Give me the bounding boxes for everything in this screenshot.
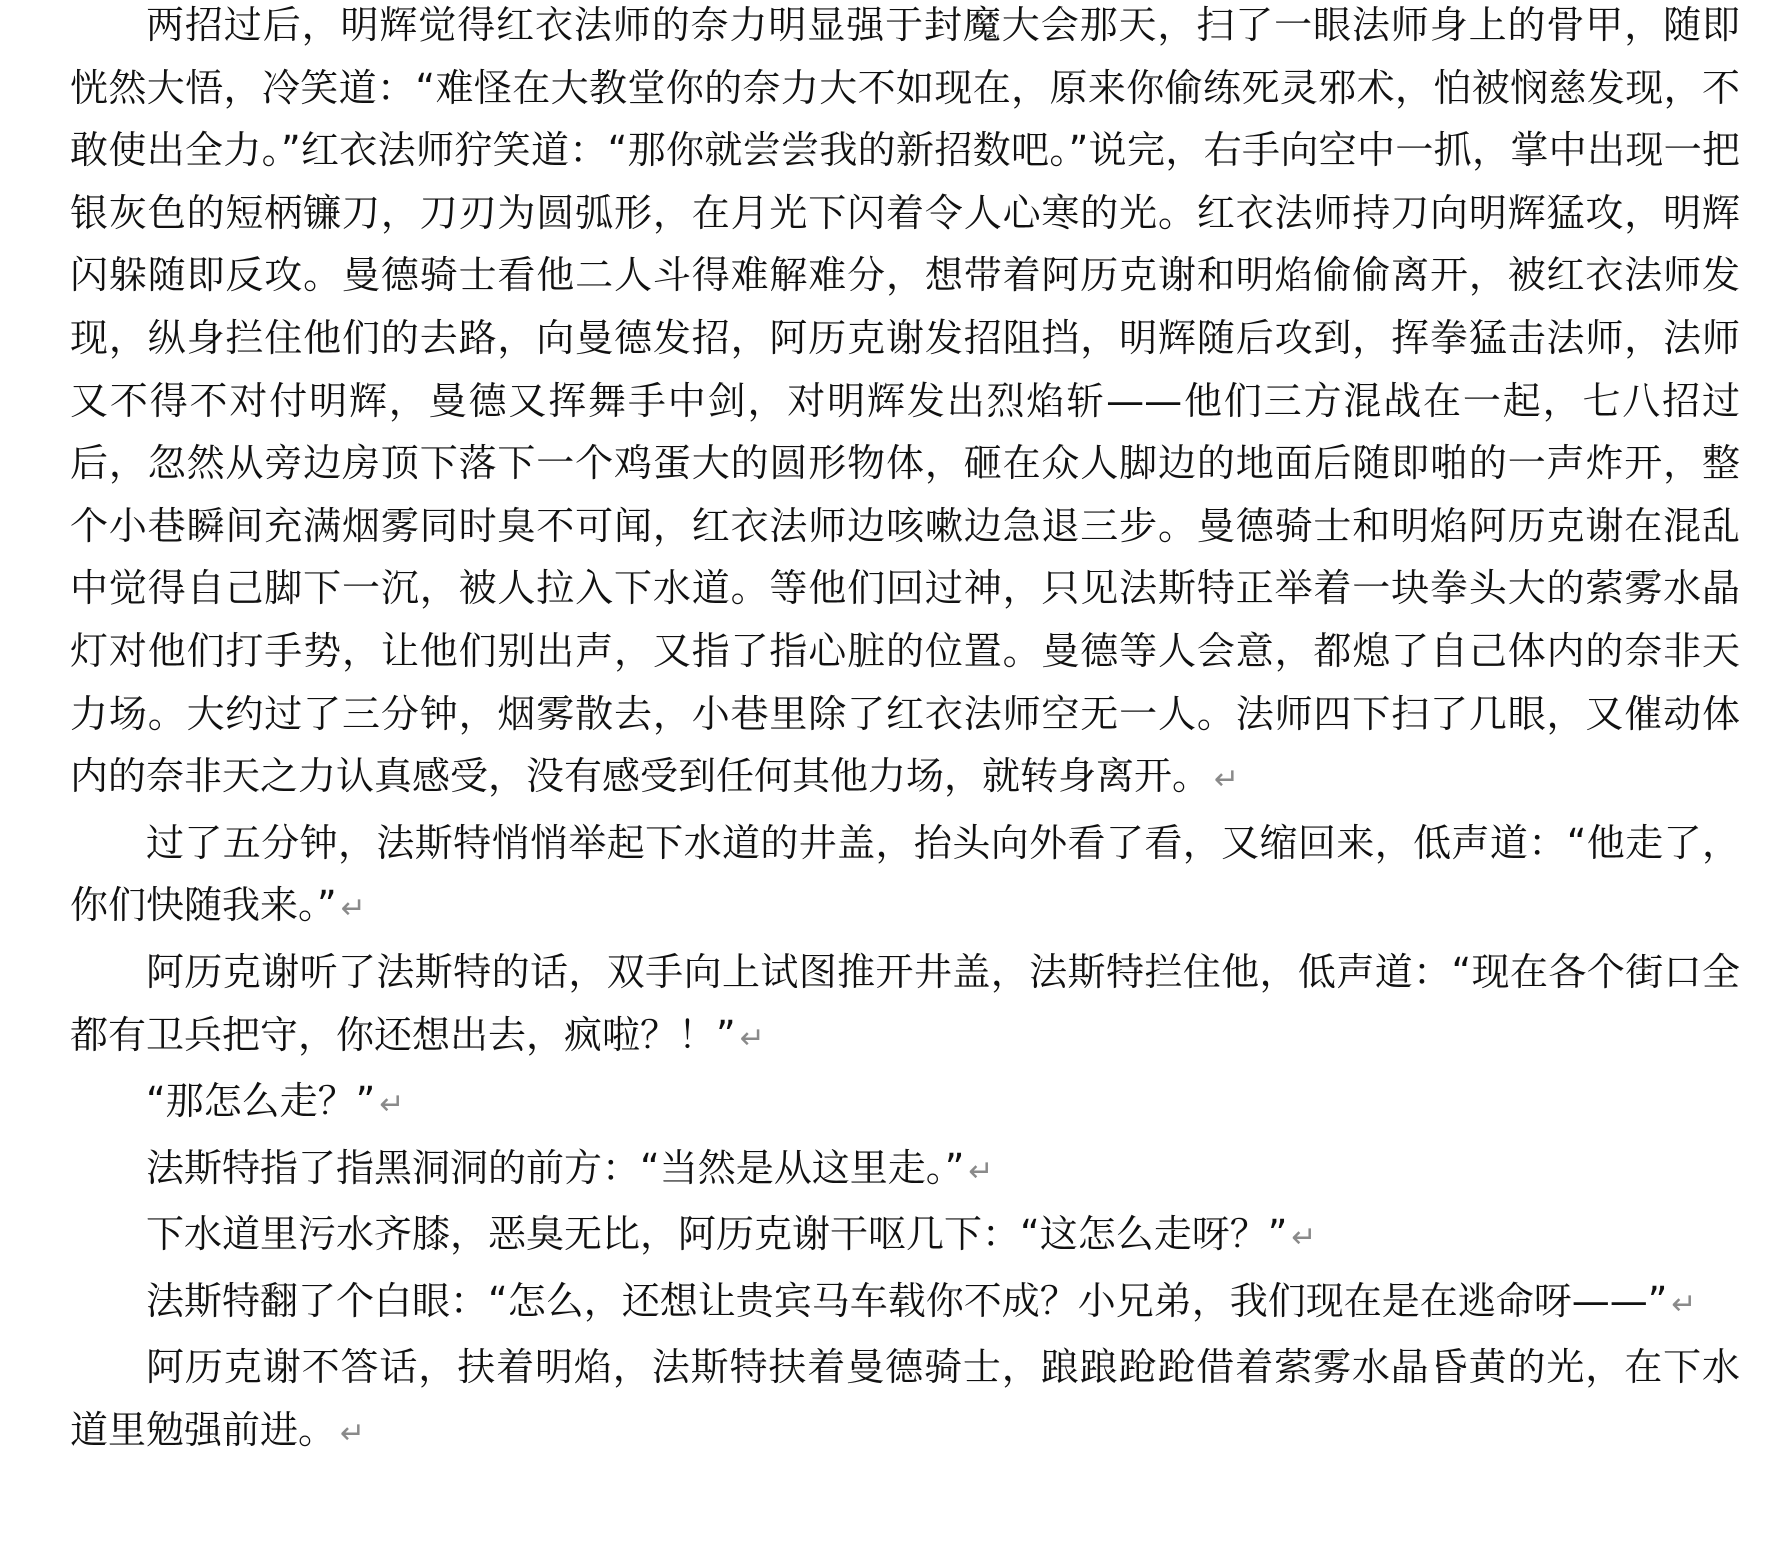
paragraph-1-text: 两招过后，明辉觉得红衣法师的奈力明显强于封魔大会那天，扫了一眼法师身上的骨甲，随即恍然大悟，冷笑道：“难怪在大教堂你的奈力大不如现在，原来你偷练死灵邪术，怕被悯慈发现，不敢使出全力。”红衣法师狞笑道：“那你就尝尝我的新招数吧。”说完，右手向空中一抓，掌中出现一把银灰色的短柄镰刀，刀刃为圆弧形，在月光下闪着令人心寒的光。红衣法师持刀向明辉猛攻，明辉闪躲随即反攻。曼德骑士看他二人斗得难解难分，想带着阿历克谢和明焰偷偷离开，被红衣法师发现，纵身拦住他们的去路，向曼德发招，阿历克谢发招阻挡，明辉随后攻到，挥拳猛击法师，法师又不得不对付明辉，曼德又挥舞手中剑，对明辉发出烈焰斩——他们三方混战在一起，七八招过后，忽然从旁边房顶下落下一个鸡蛋大的圆形物体，砸在众人脚边的地面后随即啪的一声炸开，整个小巷瞬间充满烟雾同时臭不可闻，红衣法师边咳嗽边急退三步。曼德骑士和明焰阿历克谢在混乱中觉得自己脚下一沉，被人拉入下水道。等他们回过神，只见法斯特正举着一块拳头大的萦雾水晶灯对他们打手势，让他们别出声，又指了指心脏的位置。曼德等人会意，都熄了自己体内的奈非天力场。大约过了三分钟，烟雾散去，小巷里除了红衣法师空无一人。法师四下扫了几眼，又催动体内的奈非天之力认真感受，没有感受到任何其他力场，就转身离开。 [70,3,1740,799]
paragraph-6-text: 下水道里污水齐膝，恶臭无比，阿历克谢干呕几下：“这怎么走呀？” [146,1212,1288,1257]
paragraph-7-text: 法斯特翻了个白眼：“怎么，还想让贵宾马车载你不成？小兄弟，我们现在是在逃命呀——” [146,1278,1668,1323]
paragraph-mark-icon: ↵ [340,1416,366,1452]
paragraph-mark-icon: ↵ [1214,762,1240,798]
paragraph-7 [70,1270,1740,1337]
paragraph-mark-icon: ↵ [340,891,366,927]
paragraph-3 [70,941,1740,1070]
paragraph-8-text: 阿历克谢不答话，扶着明焰，法斯特扶着曼德骑士，踉踉跄跄借着萦雾水晶昏黄的光，在下水道里勉强前进。 [70,1345,1740,1453]
paragraph-4-text: “那怎么走？” [146,1079,376,1124]
paragraph-2 [70,812,1740,941]
paragraph-mark-icon: ↵ [379,1087,405,1123]
paragraph-5-text: 法斯特指了指黑洞洞的前方：“当然是从这里走。” [146,1145,965,1190]
paragraph-mark-icon: ↵ [1291,1220,1317,1256]
paragraph-5 [70,1137,1740,1204]
paragraph-mark-icon: ↵ [968,1153,994,1189]
paragraph-1 [70,0,1740,812]
paragraph-2-text: 过了五分钟，法斯特悄悄举起下水道的井盖，抬头向外看了看，又缩回来，低声道：“他走了，你们快随我来。” [70,820,1740,928]
paragraph-mark-icon: ↵ [739,1020,765,1056]
paragraph-3-text: 阿历克谢听了法斯特的话，双手向上试图推开井盖，法斯特拦住他，低声道：“现在各个街口全都有卫兵把守，你还想出去，疯啦？！” [70,949,1740,1057]
paragraph-6 [70,1203,1740,1270]
document-body[interactable] [70,0,1740,1466]
paragraph-4 [70,1070,1740,1137]
paragraph-8 [70,1336,1740,1465]
paragraph-mark-icon: ↵ [1671,1286,1697,1322]
